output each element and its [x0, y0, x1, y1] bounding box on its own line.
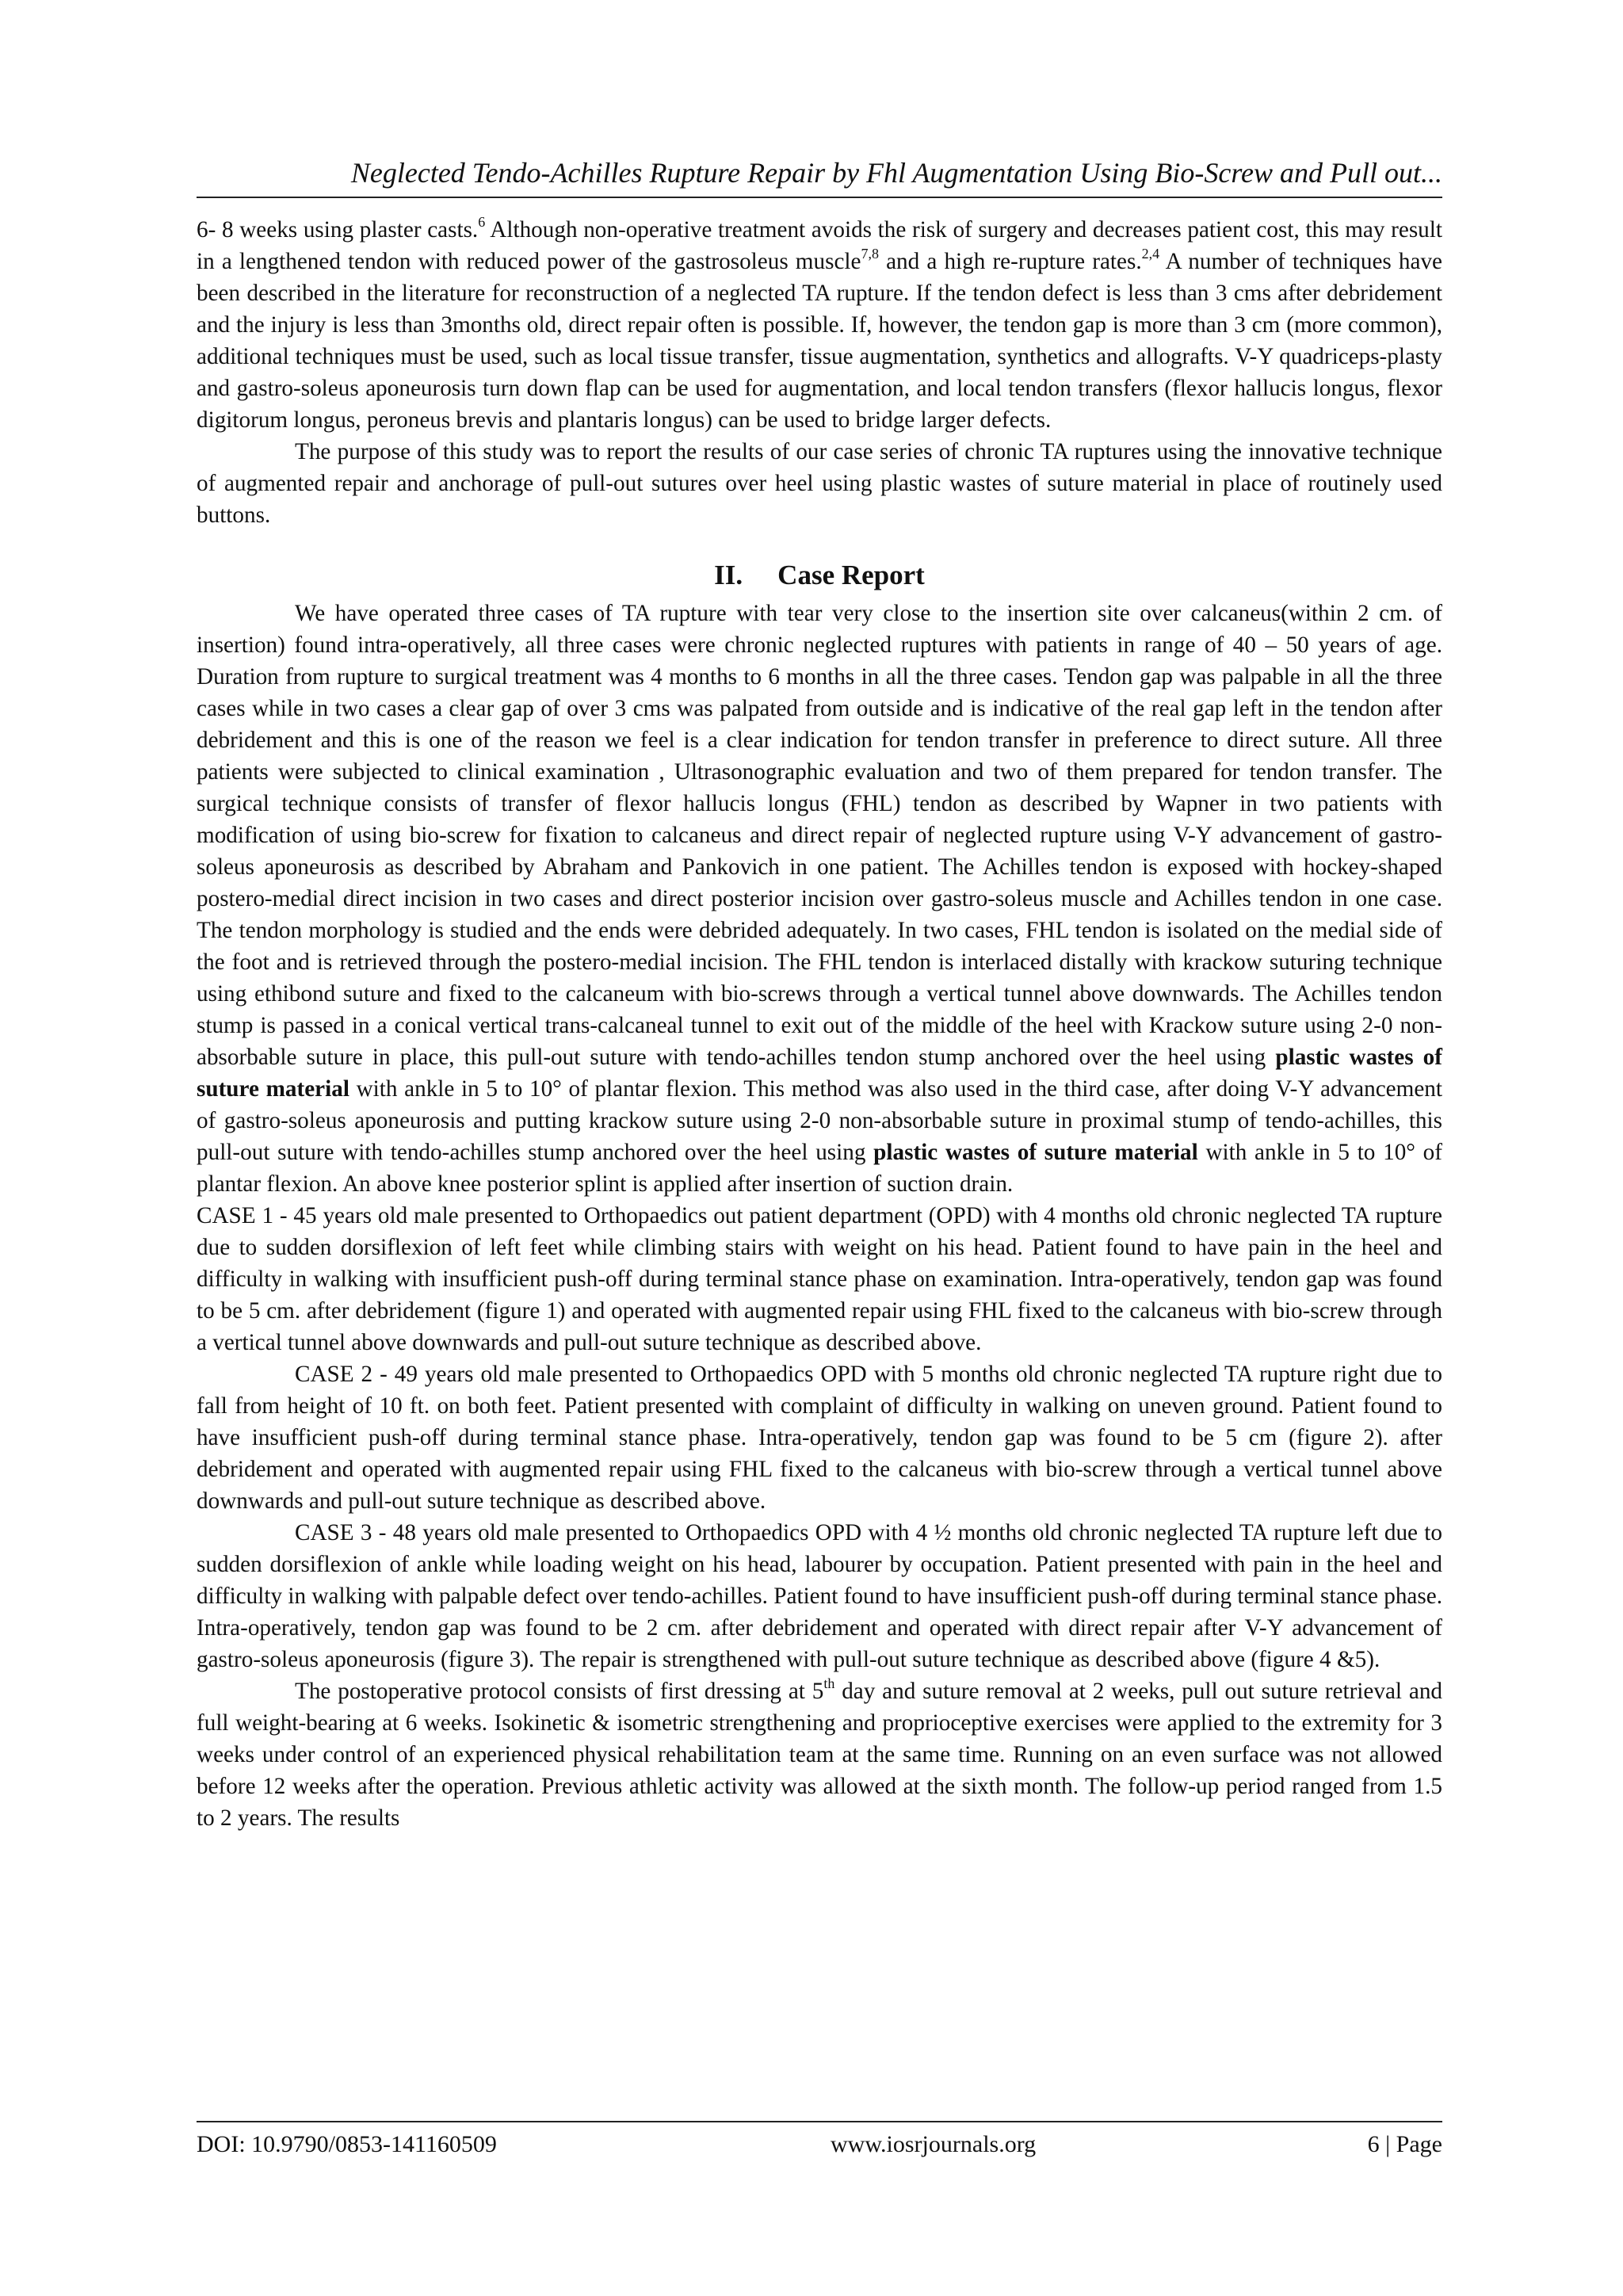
postop-paragraph: The postoperative protocol consists of first dressing at 5th day and suture removal at 2 weeks, pull out suture retrieval and full weight-bearing at 6 weeks. Isokinetic & isometric strengthening and proprioceptive exercises were applied to the extremity for 3 weeks under control of an experienced physical rehabilitation team at the same time. Running on an even surface was not allowed before 12 weeks after the operation. Previous athletic activity was allowed at the sixth month. The follow-up period ranged from 1.5 to 2 years. The results — [197, 1675, 1443, 1831]
ordinal-suffix: th — [823, 1675, 835, 1692]
section-heading — [197, 558, 1442, 593]
page-footer — [197, 2121, 1442, 2162]
bold-phrase: plastic wastes of suture material — [197, 1045, 1442, 1102]
case-2-paragraph: CASE 2 - 49 years old male presented to Orthopaedics OPD with 5 months old chronic neglected TA rupture right due to fall from height of 10 ft. on both feet. Patient presented with complaint of difficulty in walking on uneven ground. Patient found to have insufficient push-off during terminal stance phase. Intra-operatively, tendon gap was found to be 5 cm (figure 2). after debridement and operated with augmented repair using FHL fixed to the calcaneus with bio-screw through a vertical tunnel above downwards and pull-out suture technique as described above. — [197, 1362, 1442, 1514]
intro-paragraph-2: The purpose of this study was to report the results of our case series of chronic TA ruptures using the innovative technique of augmented repair and anchorage of pull-out sutures over heel using plastic wastes of suture material in place of routinely used buttons. — [197, 439, 1442, 528]
running-header — [197, 155, 1442, 198]
bold-phrase: plastic wastes of suture material — [873, 1140, 1198, 1165]
section-title: Case Report — [777, 560, 925, 590]
citation-ref: 6 — [478, 214, 486, 231]
doi-link[interactable]: DOI: 10.9790/0853-141160509 — [197, 2131, 497, 2157]
intro-paragraph-1: 6- 8 weeks using plaster casts.$^6$ Although non-operative treatment avoids the risk of surgery and decreases patient cost, this may result in a lengthened tendon with reduced power of the gastrosoleus muscle$^{7,8}$ and a high re-rupture rates.$^{2,4}$ A number of techniques have been described in the literature for reconstruction of a neglected TA rupture. If the tendon defect is less than 3 cms after debridement and the injury is less than 3months old, direct repair often is possible. If, however, the tendon gap is more than 3 cm (more common), additional techniques must be used, such as local tissue transfer, tissue augmentation, synthetics and allografts. V-Y quadriceps-plasty and gastro-soleus aponeurosis turn down flap can be used for augmentation, and local tendon transfers (flexor hallucis longus, flexor digitorum longus, peroneus brevis and plantaris longus) can be used to bridge larger defects. — [197, 214, 1442, 433]
page-number: 6 | Page — [1367, 2131, 1442, 2157]
citation-ref: 2,4 — [1141, 246, 1160, 262]
case-1-paragraph: CASE 1 - 45 years old male presented to Orthopaedics out patient department (OPD) with 4 months old chronic neglected TA rupture due to sudden dorsiflexion of left feet while climbing stairs with weight on his head. Patient found to have pain in the heel and difficulty in walking with insufficient push-off during terminal stance phase on examination. Intra-operatively, tendon gap was found to be 5 cm. after debridement (figure 1) and operated with augmented repair using FHL fixed to the calcaneus with bio-screw through a vertical tunnel above downwards and pull-out suture technique as described above. — [197, 1203, 1442, 1355]
case-3-paragraph: CASE 3 - 48 years old male presented to Orthopaedics OPD with 4 ½ months old chronic neglected TA rupture left due to sudden dorsiflexion of ankle while loading weight on his head, labourer by occupation. Patient presented with pain in the heel and difficulty in walking with palpable defect over tendo-achilles. Patient found to have insufficient push-off during terminal stance phase. Intra-operatively, tendon gap was found to be 2 cm. after debridement and operated with direct repair after V-Y advancement of gastro-soleus aponeurosis (figure 3). The repair is strengthened with pull-out suture technique as described above (figure 4 &5). — [197, 1520, 1442, 1672]
article-body — [197, 214, 1442, 1834]
running-title: Neglected Tendo-Achilles Rupture Repair by Fhl Augmentation Using Bio-Screw and Pull out... — [350, 157, 1442, 189]
section-number: II. — [714, 560, 743, 590]
case-report-paragraph-1: We have operated three cases of TA rupture with tear very close to the insertion site over calcaneus(within 2 cm. of insertion) found intra-operatively, all three cases were chronic neglected ruptures with patients in range of 40 – 50 years of age. Duration from rupture to surgical treatment was 4 months to 6 months in all the three cases. Tendon gap was palpable in all the three cases while in two cases a clear gap of over 3 cms was palpated from outside and is indicative of the real gap left in the tendon after debridement and this is one of the reason we feel is a clear indication for tendon transfer in preference to direct suture. All three patients were subjected to clinical examination , Ultrasonographic evaluation and two of them prepared for tendon transfer. The surgical technique consists of transfer of flexor hallucis longus (FHL) tendon as described by Wapner in two patients with modification of using bio-screw for fixation to calcaneus and direct repair of neglected rupture using V-Y advancement of gastro-soleus aponeurosis as described by Abraham and Pankovich in one patient. The Achilles tendon is exposed with hockey-shaped postero-medial direct incision in two cases and direct posterior incision over gastro-soleus muscle and Achilles tendon in one case. The tendon morphology is studied and the ends were debrided adequately. In two cases, FHL tendon is isolated on the medial side of the foot and is retrieved through the postero-medial incision. The FHL tendon is interlaced distally with krackow suturing technique using ethibond suture and fixed to the calcaneum with bio-screws through a vertical tunnel above downwards. The Achilles tendon stump is passed in a conical vertical trans-calcaneal tunnel to exit out of the middle of the heel with Krackow suture using 2-0 non-absorbable suture in place, this pull-out suture with tendo-achilles tendon stump anchored over the heel using plastic wastes of suture material with ankle in 5 to 10° of plantar flexion. This method was also used in the third case, after doing V-Y advancement of gastro-soleus aponeurosis and putting krackow suture using 2-0 non-absorbable suture in proximal stump of tendo-achilles, this pull-out suture with tendo-achilles stump anchored over the heel using plastic wastes of suture material with ankle in 5 to 10° of plantar flexion. An above knee posterior splint is applied after insertion of suction drain. — [197, 601, 1442, 1197]
journal-website-link[interactable]: www.iosrjournals.org — [831, 2131, 1037, 2157]
citation-ref: 7,8 — [861, 246, 879, 262]
